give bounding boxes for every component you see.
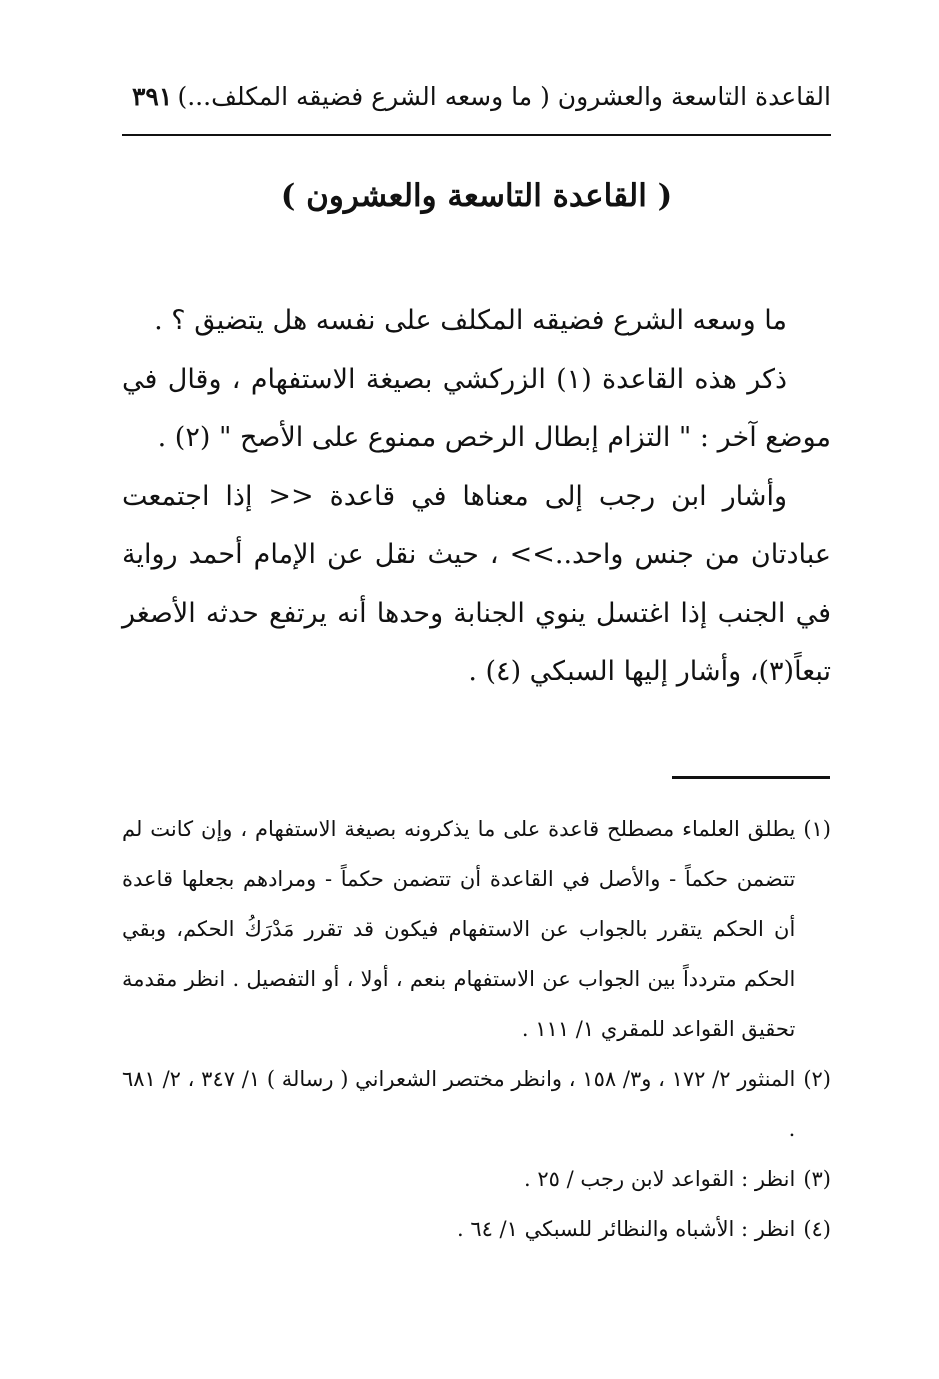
footnote-text: انظر : القواعد لابن رجب / ٢٥ . (524, 1167, 796, 1191)
footnotes (122, 804, 831, 1254)
body-paragraph: وأشار ابن رجب إلى معناها في قاعدة << إذا اجتمعت عبادتان من جنس واحد..>> ، حيث نقل عن الإمام أحمد رواية في الجنب إذا اغتسل ينوي الجنابة وحدها أنه يرتفع حدثه الأصغر تبعاً(٣)، وأشار إليها السبكي (٤) . (122, 480, 831, 687)
body-paragraph: ما وسعه الشرع فضيقه المكلف على نفسه هل يتضيق ؟ . (154, 305, 787, 336)
footnote-number: (٢) (803, 1067, 831, 1091)
page-header (122, 78, 831, 128)
footnote-rule (672, 776, 830, 779)
body-text (122, 292, 831, 702)
footnote-item (122, 1204, 831, 1254)
footnote-number: (١) (803, 817, 831, 841)
footnote-text: انظر : الأشباه والنظائر للسبكي ١/ ٦٤ . (456, 1217, 796, 1241)
page-number: ٣٩١ (132, 82, 173, 111)
footnote-number: (٤) (803, 1217, 831, 1241)
chapter-heading: ( القاعدة التاسعة والعشرون ) (280, 178, 673, 214)
body-paragraph: ذكر هذه القاعدة (١) الزركشي بصيغة الاستفهام ، وقال في موضع آخر : " التزام إبطال الرخص ممنوع على الأصح " (٢) . (122, 363, 831, 453)
footnote-number: (٣) (803, 1167, 831, 1191)
footnote-item (122, 1154, 831, 1204)
header-rule (122, 134, 831, 136)
running-title: القاعدة التاسعة والعشرون ( ما وسعه الشرع فضيقه المكلف...) (177, 82, 831, 111)
footnote-text: المنثور ٢/ ١٧٢ ، و٣/ ١٥٨ ، وانظر مختصر الشعراني ( رسالة ) ١/ ٣٤٧ ، ٢/ ٦٨١ . (122, 1067, 796, 1141)
footnote-text: يطلق العلماء مصطلح قاعدة على ما يذكرونه بصيغة الاستفهام ، وإن كانت لم تتضمن حكماً - والأصل في القاعدة أن تتضمن حكماً - ومرادهم بجعلها قاعدة أن الحكم يتقرر بالجواب عن الاستفهام فيكون قد تقرر مَدْرَكُ الحكم، وبقي الحكم متردداً بين الجواب عن الاستفهام بنعم ، أولا ، أو التفصيل . انظر مقدمة تحقيق القواعد للمقري ١/ ١١١ . (122, 817, 796, 1041)
footnote-item (122, 1054, 831, 1154)
footnote-item (122, 804, 831, 1054)
